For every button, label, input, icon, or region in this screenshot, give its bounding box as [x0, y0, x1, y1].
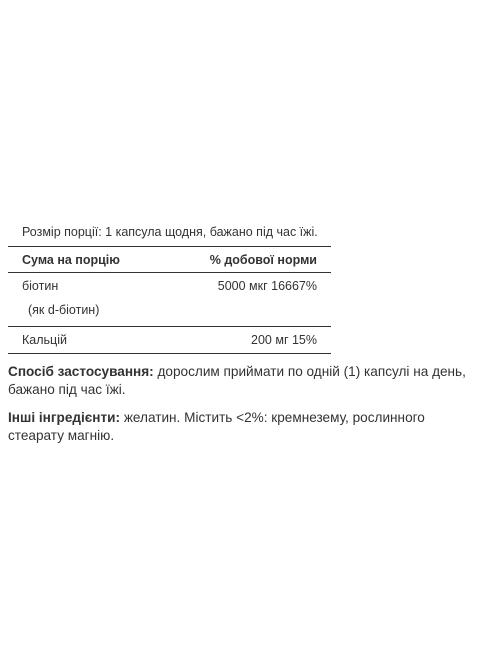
- nutrient-name: біотин: [22, 279, 59, 293]
- ingredients-label: Інші інгредієнти:: [8, 410, 121, 425]
- ingredients-paragraph: [8, 409, 478, 445]
- table-header: [8, 246, 331, 273]
- table-row: [8, 327, 331, 354]
- usage-label: Спосіб застосування:: [8, 364, 154, 379]
- table-row: [8, 299, 331, 321]
- nutrient-form: (як d-біотин): [28, 303, 100, 317]
- nutrient-name: Кальцій: [22, 333, 67, 347]
- header-daily-value: % добової норми: [209, 252, 317, 267]
- ingredients-text: желатин. Містить <2%: кремнезему, рослинного стеарату магнію.: [8, 410, 425, 443]
- header-amount-per-serving: Сума на порцію: [22, 252, 120, 267]
- serving-size: Розмір порції: 1 капсула щодня, бажано під час їжі.: [22, 225, 318, 239]
- usage-paragraph: [8, 363, 478, 399]
- nutrient-value: 5000 мкг 16667%: [217, 279, 317, 293]
- supplement-facts-table: [8, 220, 331, 354]
- nutrient-value: 200 мг 15%: [251, 333, 317, 347]
- table-row: [8, 273, 331, 299]
- usage-text: дорослим приймати по одній (1) капсулі на день, бажано під час їжі.: [8, 364, 466, 397]
